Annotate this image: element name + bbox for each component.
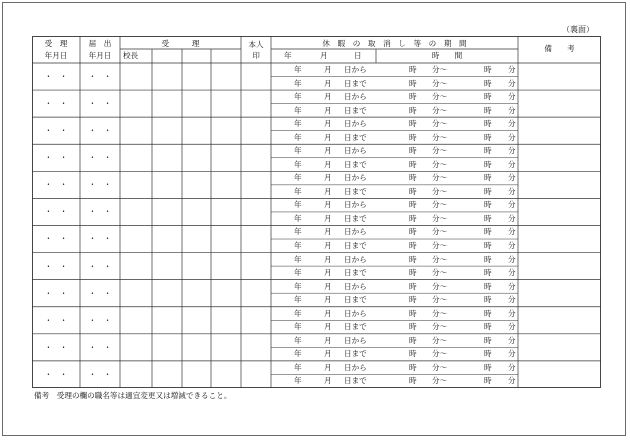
- start-minute2-label: 分: [508, 146, 516, 156]
- start-day-label: 日から: [344, 65, 367, 74]
- end-hour2-label: 時: [484, 349, 492, 359]
- end-minute2-label: 分: [508, 186, 516, 196]
- end-year-label: 年: [294, 295, 302, 305]
- end-minute2-label: 分: [508, 376, 516, 386]
- start-year-label: 年: [294, 281, 302, 291]
- filed-date-cell: ・ ・: [88, 369, 112, 379]
- end-minute-label: 分〜: [432, 240, 448, 250]
- start-minute2-label: 分: [508, 308, 516, 318]
- start-hour-label: 時: [409, 200, 417, 210]
- end-minute2-label: 分: [508, 295, 516, 305]
- start-day-label: 日から: [344, 281, 367, 291]
- end-minute2-label: 分: [508, 322, 516, 332]
- end-month-label: 月: [324, 186, 332, 196]
- start-minute-label: 分〜: [432, 362, 448, 372]
- start-month-label: 月: [324, 281, 332, 291]
- end-year-label: 年: [294, 268, 302, 278]
- end-minute-label: 分〜: [432, 213, 448, 223]
- end-hour2-label: 時: [484, 213, 492, 223]
- end-minute-label: 分〜: [432, 159, 448, 169]
- start-minute2-label: 分: [508, 173, 516, 183]
- filed-date-cell: ・ ・: [88, 342, 112, 352]
- end-day-label: 日まで: [344, 159, 367, 169]
- received-date-cell: ・ ・: [44, 99, 68, 109]
- end-hour-label: 時: [409, 132, 417, 142]
- start-minute2-label: 分: [508, 254, 516, 264]
- end-year-label: 年: [294, 349, 302, 359]
- start-minute2-label: 分: [508, 119, 516, 129]
- end-hour-label: 時: [409, 295, 417, 305]
- start-hour2-label: 時: [484, 308, 492, 318]
- start-year-label: 年: [294, 254, 302, 264]
- start-hour-label: 時: [409, 254, 417, 264]
- filed-date-cell: ・ ・: [88, 234, 112, 244]
- end-month-label: 月: [324, 268, 332, 278]
- end-hour2-label: 時: [484, 105, 492, 115]
- start-day-label: 日から: [344, 92, 367, 102]
- start-day-label: 日から: [344, 227, 367, 237]
- start-month-label: 月: [324, 200, 332, 210]
- end-month-label: 月: [324, 240, 332, 250]
- start-hour2-label: 時: [484, 200, 492, 210]
- end-year-label: 年: [294, 159, 302, 169]
- start-minute-label: 分〜: [432, 200, 448, 210]
- end-minute2-label: 分: [508, 349, 516, 359]
- start-year-label: 年: [294, 335, 302, 345]
- end-minute-label: 分〜: [432, 132, 448, 142]
- end-day-label: 日まで: [344, 186, 367, 196]
- received-date-cell: ・ ・: [44, 288, 68, 298]
- start-month-label: 月: [324, 362, 332, 372]
- start-month-label: 月: [324, 146, 332, 156]
- end-hour-label: 時: [409, 322, 417, 332]
- end-year-label: 年: [294, 78, 302, 88]
- end-day-label: 日まで: [344, 105, 367, 115]
- start-month-label: 月: [324, 227, 332, 237]
- end-hour-label: 時: [409, 186, 417, 196]
- end-hour-label: 時: [409, 376, 417, 386]
- end-month-label: 月: [324, 349, 332, 359]
- day-header: 日: [354, 51, 362, 60]
- received-date-cell: ・ ・: [44, 234, 68, 244]
- start-month-label: 月: [324, 92, 332, 102]
- start-minute-label: 分〜: [432, 254, 448, 264]
- end-hour2-label: 時: [484, 295, 492, 305]
- start-day-label: 日から: [344, 146, 367, 156]
- start-hour-label: 時: [409, 65, 417, 74]
- start-hour-label: 時: [409, 335, 417, 345]
- end-hour2-label: 時: [484, 376, 492, 386]
- received-date-cell: ・ ・: [44, 207, 68, 217]
- start-minute-label: 分〜: [432, 308, 448, 318]
- start-minute-label: 分〜: [432, 173, 448, 183]
- start-month-label: 月: [324, 308, 332, 318]
- start-year-label: 年: [294, 92, 302, 102]
- acceptance-header: 受 理: [161, 39, 200, 48]
- start-hour2-label: 時: [484, 335, 492, 345]
- start-year-label: 年: [294, 119, 302, 129]
- start-month-label: 月: [324, 65, 332, 74]
- end-day-label: 日まで: [344, 268, 367, 278]
- end-month-label: 月: [324, 132, 332, 142]
- end-hour2-label: 時: [484, 159, 492, 169]
- start-hour-label: 時: [409, 92, 417, 102]
- start-day-label: 日から: [344, 362, 367, 372]
- start-year-label: 年: [294, 227, 302, 237]
- end-minute-label: 分〜: [432, 349, 448, 359]
- end-month-label: 月: [324, 322, 332, 332]
- start-hour-label: 時: [409, 146, 417, 156]
- start-hour-label: 時: [409, 308, 417, 318]
- received-date-cell: ・ ・: [44, 315, 68, 325]
- end-hour-label: 時: [409, 349, 417, 359]
- start-day-label: 日から: [344, 254, 367, 264]
- start-minute2-label: 分: [508, 335, 516, 345]
- start-hour2-label: 時: [484, 227, 492, 237]
- start-minute-label: 分〜: [432, 227, 448, 237]
- start-hour2-label: 時: [484, 92, 492, 102]
- end-minute-label: 分〜: [432, 105, 448, 115]
- received-date-cell: ・ ・: [44, 72, 68, 81]
- end-hour-label: 時: [409, 159, 417, 169]
- end-year-label: 年: [294, 376, 302, 386]
- filed-date-cell: ・ ・: [88, 261, 112, 271]
- footnote: 備考 受理の欄の職名等は適宜変更又は増減できること。: [34, 391, 232, 400]
- time-header: 時 間: [431, 51, 463, 60]
- end-day-label: 日まで: [344, 132, 367, 142]
- end-minute2-label: 分: [508, 132, 516, 142]
- end-month-label: 月: [324, 78, 332, 88]
- start-year-label: 年: [294, 200, 302, 210]
- received-date-cell: ・ ・: [44, 153, 68, 163]
- month-header: 月: [320, 51, 328, 60]
- end-hour2-label: 時: [484, 186, 492, 196]
- end-day-label: 日まで: [344, 376, 367, 386]
- end-minute-label: 分〜: [432, 322, 448, 332]
- end-day-label: 日まで: [344, 78, 367, 88]
- end-day-label: 日まで: [344, 240, 367, 250]
- end-minute2-label: 分: [508, 159, 516, 169]
- received-date-cell: ・ ・: [44, 342, 68, 352]
- end-minute-label: 分〜: [432, 186, 448, 196]
- filed-date-cell: ・ ・: [88, 207, 112, 217]
- end-year-label: 年: [294, 105, 302, 115]
- start-month-label: 月: [324, 254, 332, 264]
- start-minute-label: 分〜: [432, 92, 448, 102]
- end-month-label: 月: [324, 105, 332, 115]
- start-day-label: 日から: [344, 173, 367, 183]
- end-month-label: 月: [324, 159, 332, 169]
- start-minute-label: 分〜: [432, 146, 448, 156]
- filed-date-cell: ・ ・: [88, 72, 112, 81]
- end-day-label: 日まで: [344, 349, 367, 359]
- start-hour2-label: 時: [484, 281, 492, 291]
- filed-date-cell: ・ ・: [88, 153, 112, 163]
- start-day-label: 日から: [344, 200, 367, 210]
- start-year-label: 年: [294, 146, 302, 156]
- seal-header: 本人: [248, 40, 264, 49]
- year-header: 年: [284, 51, 292, 60]
- filed-date-cell: ・ ・: [88, 288, 112, 298]
- end-minute2-label: 分: [508, 240, 516, 250]
- end-minute-label: 分〜: [432, 268, 448, 278]
- end-hour2-label: 時: [484, 322, 492, 332]
- start-hour-label: 時: [409, 173, 417, 183]
- received-date-cell: ・ ・: [44, 126, 68, 136]
- received-date-cell: ・ ・: [44, 261, 68, 271]
- end-hour2-label: 時: [484, 240, 492, 250]
- filed-date-sub-header: 年月日: [88, 51, 112, 60]
- end-minute-label: 分〜: [432, 376, 448, 386]
- seal-sub-header: 印: [252, 51, 260, 60]
- remarks-header: 備 考: [544, 44, 575, 53]
- start-minute-label: 分〜: [432, 65, 448, 74]
- start-hour2-label: 時: [484, 65, 492, 74]
- start-month-label: 月: [324, 119, 332, 129]
- start-hour2-label: 時: [484, 146, 492, 156]
- end-hour2-label: 時: [484, 268, 492, 278]
- received-date-cell: ・ ・: [44, 180, 68, 190]
- end-minute2-label: 分: [508, 78, 516, 88]
- end-year-label: 年: [294, 186, 302, 196]
- end-month-label: 月: [324, 376, 332, 386]
- start-minute2-label: 分: [508, 92, 516, 102]
- page-side-label: （裏面）: [562, 25, 594, 34]
- start-hour-label: 時: [409, 281, 417, 291]
- start-minute2-label: 分: [508, 281, 516, 291]
- end-month-label: 月: [324, 295, 332, 305]
- leave-cancellation-table: [32, 36, 601, 388]
- start-month-label: 月: [324, 335, 332, 345]
- filed-date-cell: ・ ・: [88, 180, 112, 190]
- received-date-header: 受 理: [44, 39, 68, 48]
- period-header: 休 暇 の 取 消 し 等 の 期 間: [322, 39, 467, 48]
- end-hour-label: 時: [409, 240, 417, 250]
- start-year-label: 年: [294, 65, 302, 74]
- start-hour2-label: 時: [484, 254, 492, 264]
- start-day-label: 日から: [344, 308, 367, 318]
- principal-label: 校長: [123, 51, 139, 60]
- start-hour-label: 時: [409, 362, 417, 372]
- end-minute2-label: 分: [508, 213, 516, 223]
- start-minute2-label: 分: [508, 362, 516, 372]
- end-minute2-label: 分: [508, 105, 516, 115]
- start-month-label: 月: [324, 173, 332, 183]
- end-day-label: 日まで: [344, 322, 367, 332]
- end-hour-label: 時: [409, 78, 417, 88]
- end-day-label: 日まで: [344, 213, 367, 223]
- start-minute-label: 分〜: [432, 119, 448, 129]
- start-hour2-label: 時: [484, 119, 492, 129]
- received-date-cell: ・ ・: [44, 369, 68, 379]
- end-year-label: 年: [294, 213, 302, 223]
- end-year-label: 年: [294, 322, 302, 332]
- start-hour-label: 時: [409, 119, 417, 129]
- end-year-label: 年: [294, 132, 302, 142]
- filed-date-header: 届 出: [88, 39, 112, 48]
- start-year-label: 年: [294, 173, 302, 183]
- end-hour2-label: 時: [484, 132, 492, 142]
- end-hour-label: 時: [409, 268, 417, 278]
- start-minute-label: 分〜: [432, 281, 448, 291]
- end-hour2-label: 時: [484, 78, 492, 88]
- start-minute2-label: 分: [508, 65, 516, 74]
- end-hour-label: 時: [409, 105, 417, 115]
- start-year-label: 年: [294, 362, 302, 372]
- filed-date-cell: ・ ・: [88, 126, 112, 136]
- received-date-sub-header: 年月日: [44, 51, 68, 60]
- start-hour2-label: 時: [484, 362, 492, 372]
- start-minute2-label: 分: [508, 227, 516, 237]
- end-hour-label: 時: [409, 213, 417, 223]
- filed-date-cell: ・ ・: [88, 99, 112, 109]
- end-minute-label: 分〜: [432, 78, 448, 88]
- start-minute2-label: 分: [508, 200, 516, 210]
- end-month-label: 月: [324, 213, 332, 223]
- end-minute2-label: 分: [508, 268, 516, 278]
- start-minute-label: 分〜: [432, 335, 448, 345]
- start-hour-label: 時: [409, 227, 417, 237]
- end-year-label: 年: [294, 240, 302, 250]
- end-minute-label: 分〜: [432, 295, 448, 305]
- start-hour2-label: 時: [484, 173, 492, 183]
- start-day-label: 日から: [344, 119, 367, 129]
- start-day-label: 日から: [344, 335, 367, 345]
- filed-date-cell: ・ ・: [88, 315, 112, 325]
- end-day-label: 日まで: [344, 295, 367, 305]
- start-year-label: 年: [294, 308, 302, 318]
